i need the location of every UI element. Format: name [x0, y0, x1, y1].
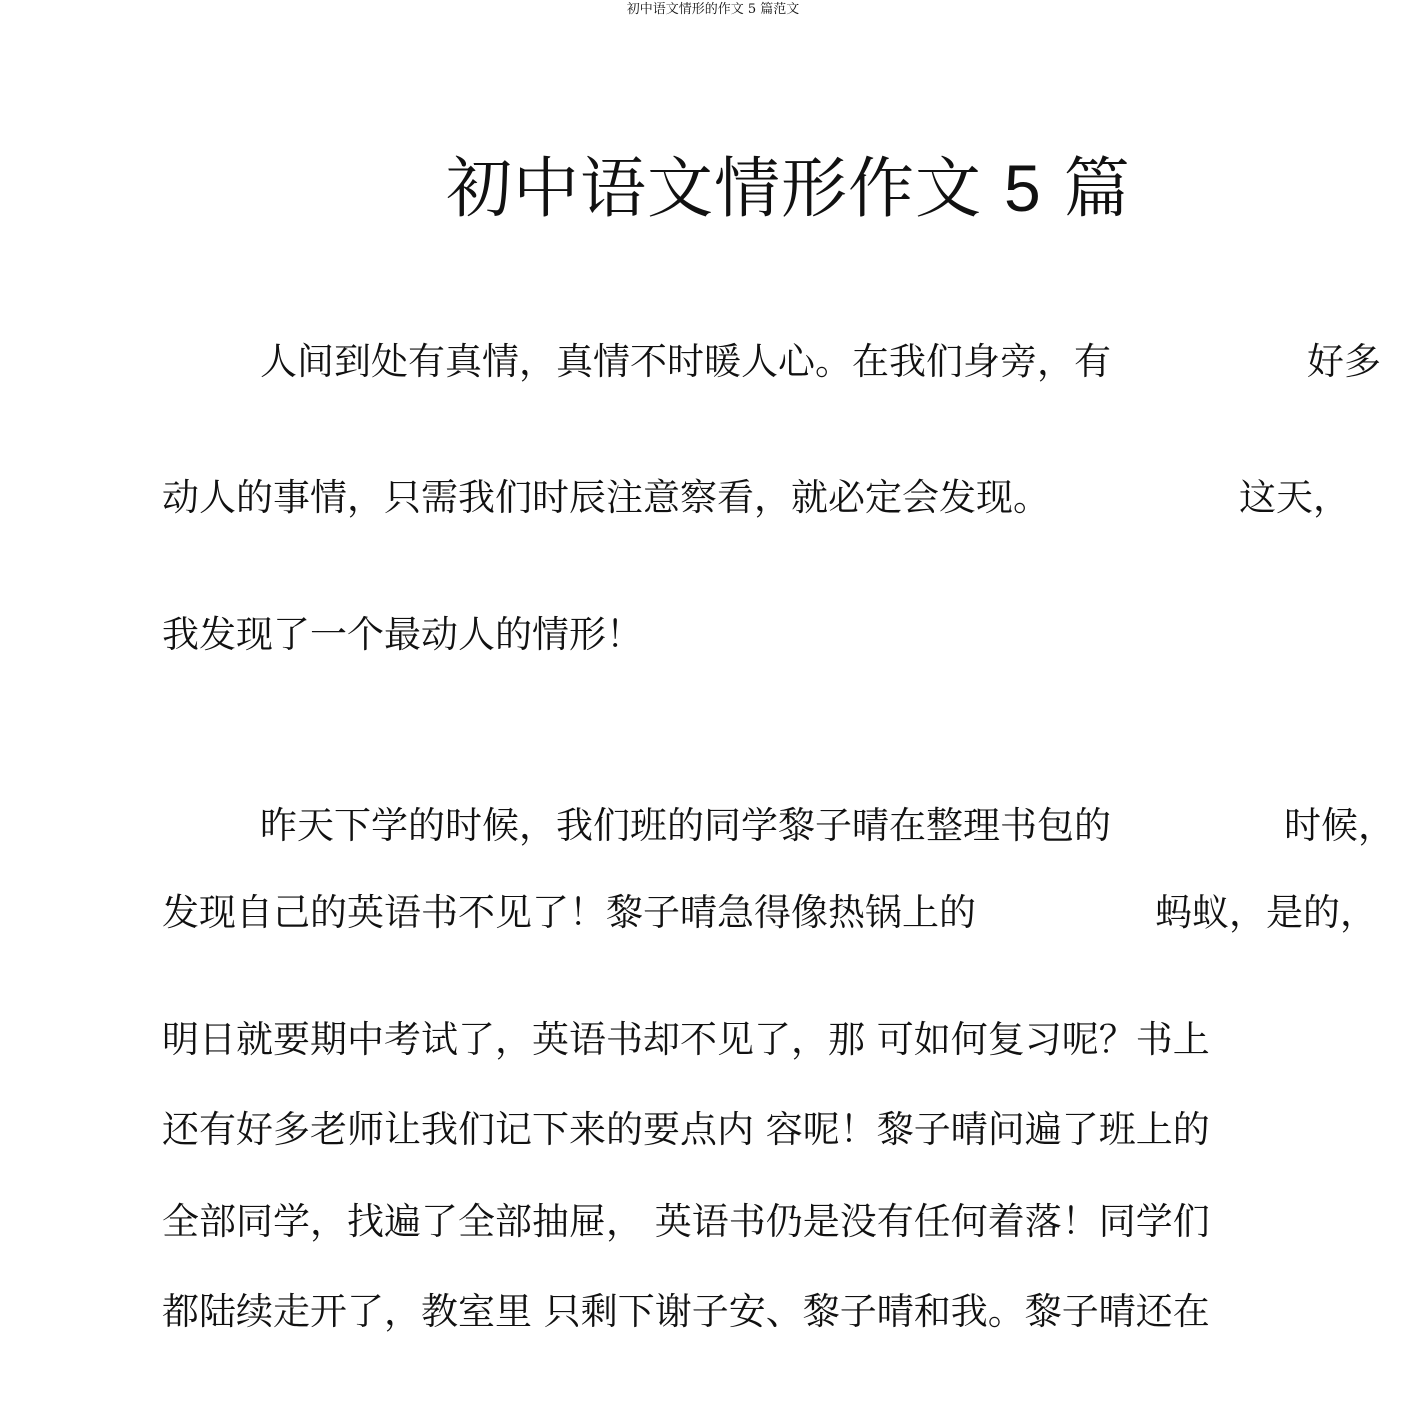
text-segment: 人间到处有真情，真情不时暖人心。在我们身旁，有	[260, 340, 1111, 383]
text-segment: 动人的事情，只需我们时辰注意察看，就必定会发现。	[162, 476, 1050, 519]
text-segment: 全部同学，找遍了全部抽屉， 英语书仍是没有任何着落！同学们	[162, 1200, 1210, 1243]
text-segment: 发现自己的英语书不见了！黎子晴急得像热锅上的	[162, 891, 976, 934]
text-segment: 蚂蚁，是的，	[1155, 891, 1377, 934]
running-header: 初中语文情形的作文 5 篇范文	[626, 2, 800, 17]
text-segment: 还有好多老师让我们记下来的要点内 容呢！黎子晴问遍了班上的	[162, 1108, 1210, 1151]
text-segment: 都陆续走开了，教室里 只剩下谢子安、黎子晴和我。黎子晴还在	[162, 1290, 1210, 1333]
text-segment: 昨天下学的时候，我们班的同学黎子晴在整理书包的	[260, 804, 1111, 847]
text-segment: 我发现了一个最动人的情形！	[162, 613, 643, 656]
text-segment: 好多	[1307, 340, 1381, 383]
text-segment: 明日就要期中考试了，英语书却不见了，那 可如何复习呢？书上	[162, 1018, 1210, 1061]
title-suffix: 篇	[1063, 150, 1131, 227]
text-segment: 这天，	[1239, 476, 1350, 519]
title-text: 初中语文情形作文	[446, 150, 982, 227]
document-title	[446, 148, 1131, 229]
title-number: 5	[1003, 151, 1042, 225]
text-segment: 时候，	[1284, 804, 1395, 847]
